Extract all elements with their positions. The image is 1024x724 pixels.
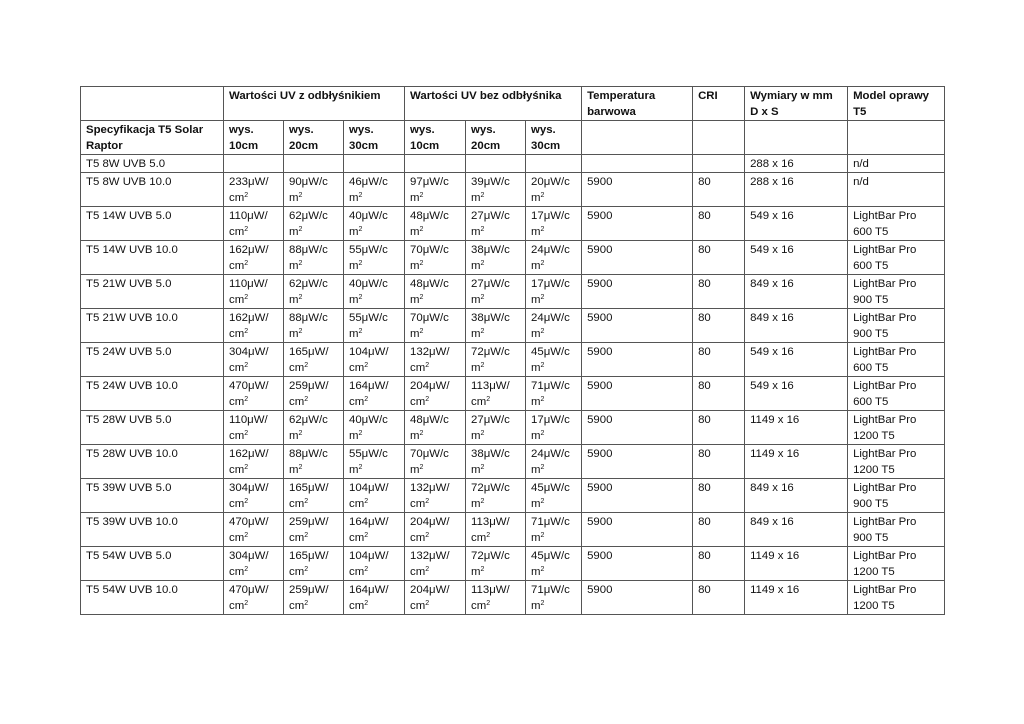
height-header: wys. 10cm: [224, 121, 284, 155]
height-header: [582, 121, 693, 155]
table-cell: 27μW/c $m^2$: [466, 411, 526, 445]
table-cell: LightBar Pro 1200 T5: [848, 547, 945, 581]
table-cell: 288 x 16: [745, 155, 848, 173]
table-cell: 1149 x 16: [745, 581, 848, 615]
table-cell: 38μW/c $m^2$: [466, 309, 526, 343]
table-cell: 470μW/ $cm^2$: [224, 581, 284, 615]
column-header: CRI: [693, 87, 745, 121]
table-cell: 27μW/c $m^2$: [466, 275, 526, 309]
table-cell: 62μW/c $m^2$: [284, 411, 344, 445]
table-cell: 113μW/ $cm^2$: [466, 581, 526, 615]
table-cell: 80: [693, 479, 745, 513]
table-cell: 304μW/ $cm^2$: [224, 479, 284, 513]
row-label: T5 14W UVB 5.0: [81, 207, 224, 241]
row-label: T5 28W UVB 10.0: [81, 445, 224, 479]
height-header: wys. 30cm: [344, 121, 405, 155]
table-cell: 17μW/c $m^2$: [526, 411, 582, 445]
table-cell: 80: [693, 309, 745, 343]
table-cell: 849 x 16: [745, 513, 848, 547]
table-cell: 132μW/ $cm^2$: [405, 343, 466, 377]
table-cell: 259μW/ $cm^2$: [284, 581, 344, 615]
table-cell: 80: [693, 513, 745, 547]
table-cell: 80: [693, 581, 745, 615]
row-label: T5 54W UVB 10.0: [81, 581, 224, 615]
table-cell: LightBar Pro 600 T5: [848, 377, 945, 411]
table-cell: 549 x 16: [745, 241, 848, 275]
table-cell: 88μW/c $m^2$: [284, 445, 344, 479]
row-label: T5 39W UVB 10.0: [81, 513, 224, 547]
table-row: [81, 547, 945, 581]
table-cell: 71μW/c $m^2$: [526, 513, 582, 547]
table-cell: 204μW/ $cm^2$: [405, 513, 466, 547]
table-row: [81, 275, 945, 309]
table-cell: 164μW/ $cm^2$: [344, 377, 405, 411]
table-row: [81, 173, 945, 207]
table-cell: 48μW/c $m^2$: [405, 275, 466, 309]
table-cell: 162μW/ $cm^2$: [224, 445, 284, 479]
table-cell: 1149 x 16: [745, 547, 848, 581]
table-cell: [405, 155, 466, 173]
table-cell: 204μW/ $cm^2$: [405, 377, 466, 411]
row-label: T5 54W UVB 5.0: [81, 547, 224, 581]
table-cell: 104μW/ $cm^2$: [344, 343, 405, 377]
table-cell: 233μW/ $cm^2$: [224, 173, 284, 207]
table-cell: 38μW/c $m^2$: [466, 445, 526, 479]
table-cell: [466, 155, 526, 173]
table-cell: 72μW/c $m^2$: [466, 547, 526, 581]
table-cell: 470μW/ $cm^2$: [224, 377, 284, 411]
table-row: [81, 343, 945, 377]
table-cell: 24μW/c $m^2$: [526, 241, 582, 275]
table-cell: 5900: [582, 547, 693, 581]
table-row: [81, 309, 945, 343]
table-cell: 40μW/c $m^2$: [344, 275, 405, 309]
table-cell: LightBar Pro 900 T5: [848, 479, 945, 513]
table-cell: 97μW/c $m^2$: [405, 173, 466, 207]
table-cell: 104μW/ $cm^2$: [344, 547, 405, 581]
table-cell: LightBar Pro 1200 T5: [848, 411, 945, 445]
table-cell: 5900: [582, 513, 693, 547]
table-cell: 24μW/c $m^2$: [526, 309, 582, 343]
table-cell: 204μW/ $cm^2$: [405, 581, 466, 615]
table-cell: [224, 155, 284, 173]
table-cell: 88μW/c $m^2$: [284, 309, 344, 343]
row-label: T5 8W UVB 5.0: [81, 155, 224, 173]
table-cell: 45μW/c $m^2$: [526, 547, 582, 581]
table-cell: [284, 155, 344, 173]
table-cell: 110μW/ $cm^2$: [224, 411, 284, 445]
table-cell: 80: [693, 343, 745, 377]
table-cell: 24μW/c $m^2$: [526, 445, 582, 479]
table-cell: [526, 155, 582, 173]
table-cell: 304μW/ $cm^2$: [224, 343, 284, 377]
table-cell: 71μW/c $m^2$: [526, 377, 582, 411]
table-cell: 62μW/c $m^2$: [284, 207, 344, 241]
table-cell: n/d: [848, 155, 945, 173]
table-cell: LightBar Pro 900 T5: [848, 275, 945, 309]
column-header: Wartości UV bez odbłyśnika: [405, 87, 582, 121]
table-cell: 48μW/c $m^2$: [405, 207, 466, 241]
table-cell: 1149 x 16: [745, 411, 848, 445]
table-cell: 165μW/ $cm^2$: [284, 343, 344, 377]
table-row: [81, 377, 945, 411]
table-cell: 90μW/c $m^2$: [284, 173, 344, 207]
column-header: Wymiary w mm D x S: [745, 87, 848, 121]
table-cell: 5900: [582, 309, 693, 343]
table-cell: 71μW/c $m^2$: [526, 581, 582, 615]
table-cell: 162μW/ $cm^2$: [224, 309, 284, 343]
column-header: Temperatura barwowa: [582, 87, 693, 121]
table-cell: 80: [693, 173, 745, 207]
table-row: [81, 479, 945, 513]
table-cell: 164μW/ $cm^2$: [344, 513, 405, 547]
table-cell: 165μW/ $cm^2$: [284, 479, 344, 513]
table-cell: 259μW/ $cm^2$: [284, 513, 344, 547]
table-cell: LightBar Pro 600 T5: [848, 207, 945, 241]
table-cell: 17μW/c $m^2$: [526, 207, 582, 241]
table-cell: 80: [693, 411, 745, 445]
table-cell: LightBar Pro 1200 T5: [848, 581, 945, 615]
row-label: T5 14W UVB 10.0: [81, 241, 224, 275]
table-cell: 72μW/c $m^2$: [466, 479, 526, 513]
table-row: [81, 411, 945, 445]
table-row: [81, 155, 945, 173]
table-cell: 288 x 16: [745, 173, 848, 207]
table-cell: 40μW/c $m^2$: [344, 411, 405, 445]
table-cell: 46μW/c $m^2$: [344, 173, 405, 207]
table-row: [81, 445, 945, 479]
table-cell: 132μW/ $cm^2$: [405, 547, 466, 581]
height-header: wys. 20cm: [284, 121, 344, 155]
table-row: [81, 207, 945, 241]
table-cell: LightBar Pro 600 T5: [848, 241, 945, 275]
row-label: T5 24W UVB 10.0: [81, 377, 224, 411]
table-cell: LightBar Pro 900 T5: [848, 309, 945, 343]
height-header: wys. 10cm: [405, 121, 466, 155]
table-cell: 164μW/ $cm^2$: [344, 581, 405, 615]
table-row: [81, 513, 945, 547]
table-cell: 70μW/c $m^2$: [405, 309, 466, 343]
table-cell: 5900: [582, 377, 693, 411]
table-cell: 132μW/ $cm^2$: [405, 479, 466, 513]
table-cell: 549 x 16: [745, 207, 848, 241]
table-cell: n/d: [848, 173, 945, 207]
table-cell: 55μW/c $m^2$: [344, 241, 405, 275]
table-cell: 5900: [582, 275, 693, 309]
table-cell: 38μW/c $m^2$: [466, 241, 526, 275]
height-header: [693, 121, 745, 155]
table-cell: 55μW/c $m^2$: [344, 309, 405, 343]
height-header: [745, 121, 848, 155]
row-label: T5 24W UVB 5.0: [81, 343, 224, 377]
table-cell: LightBar Pro 600 T5: [848, 343, 945, 377]
table-cell: 39μW/c $m^2$: [466, 173, 526, 207]
height-header: wys. 20cm: [466, 121, 526, 155]
table-cell: [582, 155, 693, 173]
table-cell: 549 x 16: [745, 377, 848, 411]
row-label: T5 28W UVB 5.0: [81, 411, 224, 445]
table-cell: 165μW/ $cm^2$: [284, 547, 344, 581]
table-cell: 104μW/ $cm^2$: [344, 479, 405, 513]
table-cell: 162μW/ $cm^2$: [224, 241, 284, 275]
table-cell: 5900: [582, 241, 693, 275]
table-cell: 470μW/ $cm^2$: [224, 513, 284, 547]
table-cell: 80: [693, 377, 745, 411]
height-header: [848, 121, 945, 155]
table-cell: 17μW/c $m^2$: [526, 275, 582, 309]
table-cell: 5900: [582, 445, 693, 479]
column-header: [81, 87, 224, 121]
table-cell: 72μW/c $m^2$: [466, 343, 526, 377]
table-cell: LightBar Pro 900 T5: [848, 513, 945, 547]
row-label: T5 39W UVB 5.0: [81, 479, 224, 513]
table-cell: 70μW/c $m^2$: [405, 241, 466, 275]
row-label: T5 8W UVB 10.0: [81, 173, 224, 207]
table-cell: 5900: [582, 479, 693, 513]
table-cell: 304μW/ $cm^2$: [224, 547, 284, 581]
table-cell: 88μW/c $m^2$: [284, 241, 344, 275]
table-cell: 549 x 16: [745, 343, 848, 377]
table-cell: 5900: [582, 173, 693, 207]
table-cell: LightBar Pro 1200 T5: [848, 445, 945, 479]
table-cell: 1149 x 16: [745, 445, 848, 479]
table-cell: 45μW/c $m^2$: [526, 479, 582, 513]
table-cell: 259μW/ $cm^2$: [284, 377, 344, 411]
table-cell: [344, 155, 405, 173]
table-cell: [693, 155, 745, 173]
height-header: wys. 30cm: [526, 121, 582, 155]
table-cell: 80: [693, 241, 745, 275]
table-cell: 27μW/c $m^2$: [466, 207, 526, 241]
table-cell: 5900: [582, 581, 693, 615]
table-cell: 110μW/ $cm^2$: [224, 207, 284, 241]
table-cell: 110μW/ $cm^2$: [224, 275, 284, 309]
table-cell: 5900: [582, 343, 693, 377]
table-cell: 80: [693, 445, 745, 479]
table-cell: 849 x 16: [745, 275, 848, 309]
table-cell: 45μW/c $m^2$: [526, 343, 582, 377]
table-cell: 5900: [582, 207, 693, 241]
column-header: Model oprawy T5: [848, 87, 945, 121]
table-cell: 55μW/c $m^2$: [344, 445, 405, 479]
column-header: Wartości UV z odbłyśnikiem: [224, 87, 405, 121]
table-cell: 80: [693, 547, 745, 581]
table-cell: 849 x 16: [745, 309, 848, 343]
spec-table: [80, 86, 945, 615]
row-label: T5 21W UVB 10.0: [81, 309, 224, 343]
table-row: [81, 581, 945, 615]
table-cell: 40μW/c $m^2$: [344, 207, 405, 241]
table-cell: 849 x 16: [745, 479, 848, 513]
table-cell: 48μW/c $m^2$: [405, 411, 466, 445]
table-cell: 113μW/ $cm^2$: [466, 377, 526, 411]
table-cell: 5900: [582, 411, 693, 445]
table-cell: 62μW/c $m^2$: [284, 275, 344, 309]
spec-header: Specyfikacja T5 Solar Raptor: [81, 121, 224, 155]
table-cell: 80: [693, 207, 745, 241]
table-cell: 70μW/c $m^2$: [405, 445, 466, 479]
row-label: T5 21W UVB 5.0: [81, 275, 224, 309]
table-cell: 20μW/c $m^2$: [526, 173, 582, 207]
table-cell: 80: [693, 275, 745, 309]
table-row: [81, 241, 945, 275]
table-cell: 113μW/ $cm^2$: [466, 513, 526, 547]
